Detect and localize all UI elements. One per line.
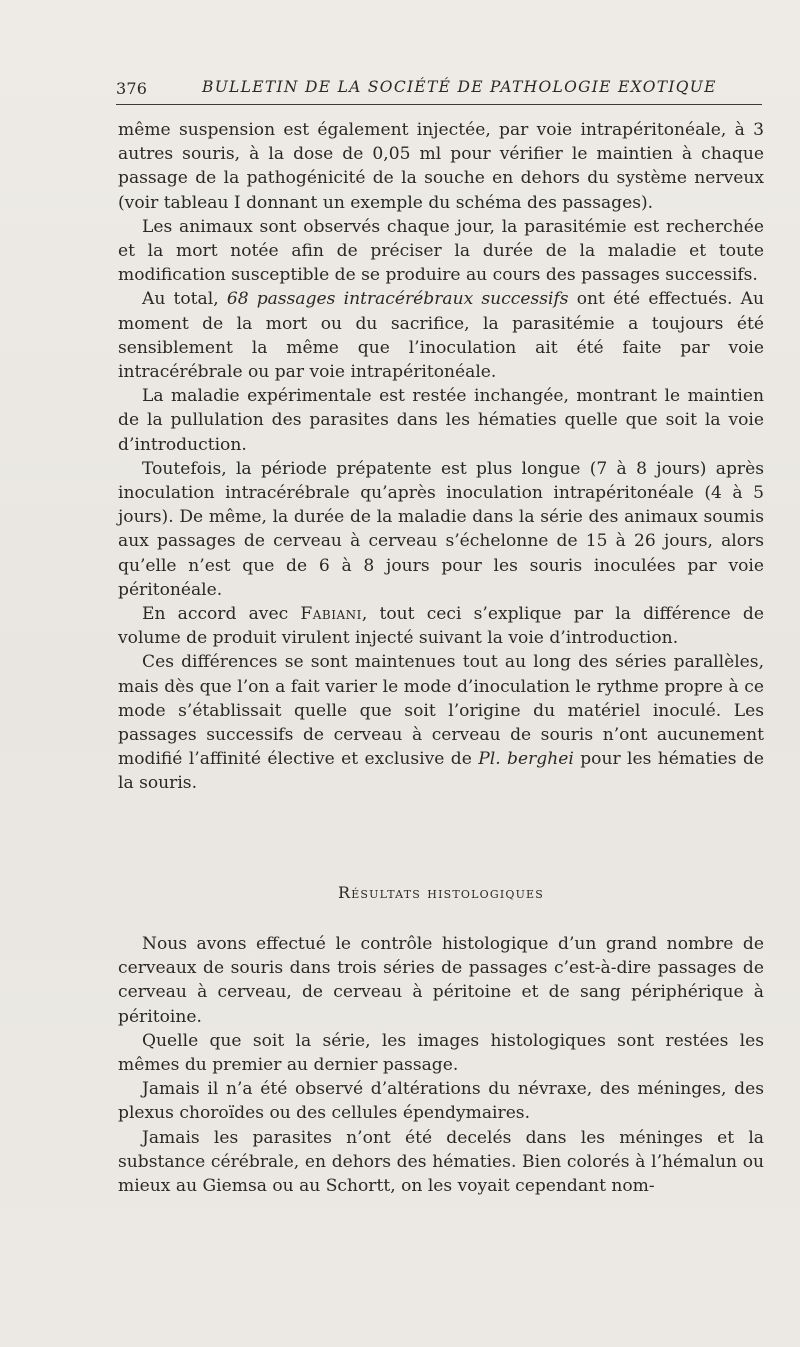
paragraph-differences-start: Ces différences se sont maintenues tout au long des séries parallèles, mais dès que l’on a fait varier le mode d’inoculation le rythme propre à ce mode s’établissait quelle que soit l’origine du matériel inoculé. Les passages successifs de cerveau à cerveau de souris n’ont aucunement modifié l’affinité élective et exclusive de [118, 652, 764, 770]
body-text-section-1 [118, 118, 764, 796]
paragraph-continuation: même suspension est également injectée, par voie intrapéritonéale, à 3 autres souris, à la dose de 0,05 ml pour vérifier le maintien à chaque passage de la pathogénicité de la souche en dehors du système nerveux (voir tableau I donnant un exemple du schéma des passages). [118, 120, 764, 213]
paragraph-maladie: La maladie expérimentale est restée inchangée, montrant le maintien de la pullulation des parasites dans les hématies quelle que soit la voie d’introduction. [118, 386, 764, 455]
paragraph-passages-total-end: ont été effectués. Au moment de la mort ou du sacrifice, la parasitémie a toujours été sensiblement la même que l’inoculation ait été faite par voie intracérébrale ou par voie intrapéritonéale. [118, 289, 765, 383]
paragraph-fabiani-end: , tout ceci s’explique par la différence de volume de produit virulent injecté suivant la voie d’introduction. [118, 604, 764, 649]
paragraph-controle-histologique: Nous avons effectué le contrôle histologique d’un grand nombre de cerveaux de souris dans trois séries de passages c’est-à-dire passages de cerveau à cerveau, de cerveau à péritoine et de sang périphérique à péritoine. [118, 934, 764, 1027]
paragraph-differences-end: pour les hématies de la souris. [118, 749, 765, 794]
paragraph-alterations: Jamais il n’a été observé d’altérations du névraxe, des méninges, des plexus choroïdes ou des cellules épendymaires. [118, 1079, 764, 1124]
paragraph-fabiani-start: En accord avec [142, 604, 301, 625]
paragraph-images-histologiques: Quelle que soit la série, les images histologiques sont restées les mêmes du premier au dernier passage. [118, 1030, 764, 1076]
paragraph-observation: Les animaux sont observés chaque jour, la parasitémie est recherchée et la mort notée afin de préciser la durée de la maladie et toute modification susceptible de se produire au cours des passages successifs. [118, 216, 764, 286]
body-text-section-2 [118, 932, 764, 1198]
section-heading-resultats: Résultats histologiques [337, 883, 545, 902]
header-rule [116, 104, 762, 105]
paragraph-passages-total [118, 287, 764, 384]
species-name-berghei: Pl. berghei [478, 749, 574, 770]
page-number: 376 [116, 79, 148, 98]
paragraph-passages-total-start: Au total, [142, 289, 227, 310]
paragraph-parasites: Jamais les parasites n’ont été decelés dans les méninges et la substance cérébrale, en dehors des hématies. Bien colorés à l’hémalun ou mieux au Giemsa ou au Schortt, on les voyait cependant nom- [118, 1127, 764, 1197]
emphasis-passages-count: 68 passages intracérébraux successifs [226, 289, 569, 310]
author-name-fabiani: Fabiani [300, 604, 362, 625]
page-header [116, 76, 762, 102]
paragraph-periode-prepatente: Toutefois, la période prépatente est plus longue (7 à 8 jours) après inoculation intracérébrale qu’après inoculation intrapéritonéale (4 à 5 jours). De même, la durée de la maladie dans la série des animaux soumis aux passages de cerveau à cerveau s’échelonne de 15 à 26 jours, alors qu’elle n’est que de 6 à 8 jours pour les souris inoculées par voie péritonéale. [118, 458, 764, 600]
paragraph-fabiani [118, 602, 764, 650]
paragraph-differences [118, 650, 764, 795]
running-title: BULLETIN DE LA SOCIÉTÉ DE PATHOLOGIE EXOTIQUE [202, 78, 717, 96]
